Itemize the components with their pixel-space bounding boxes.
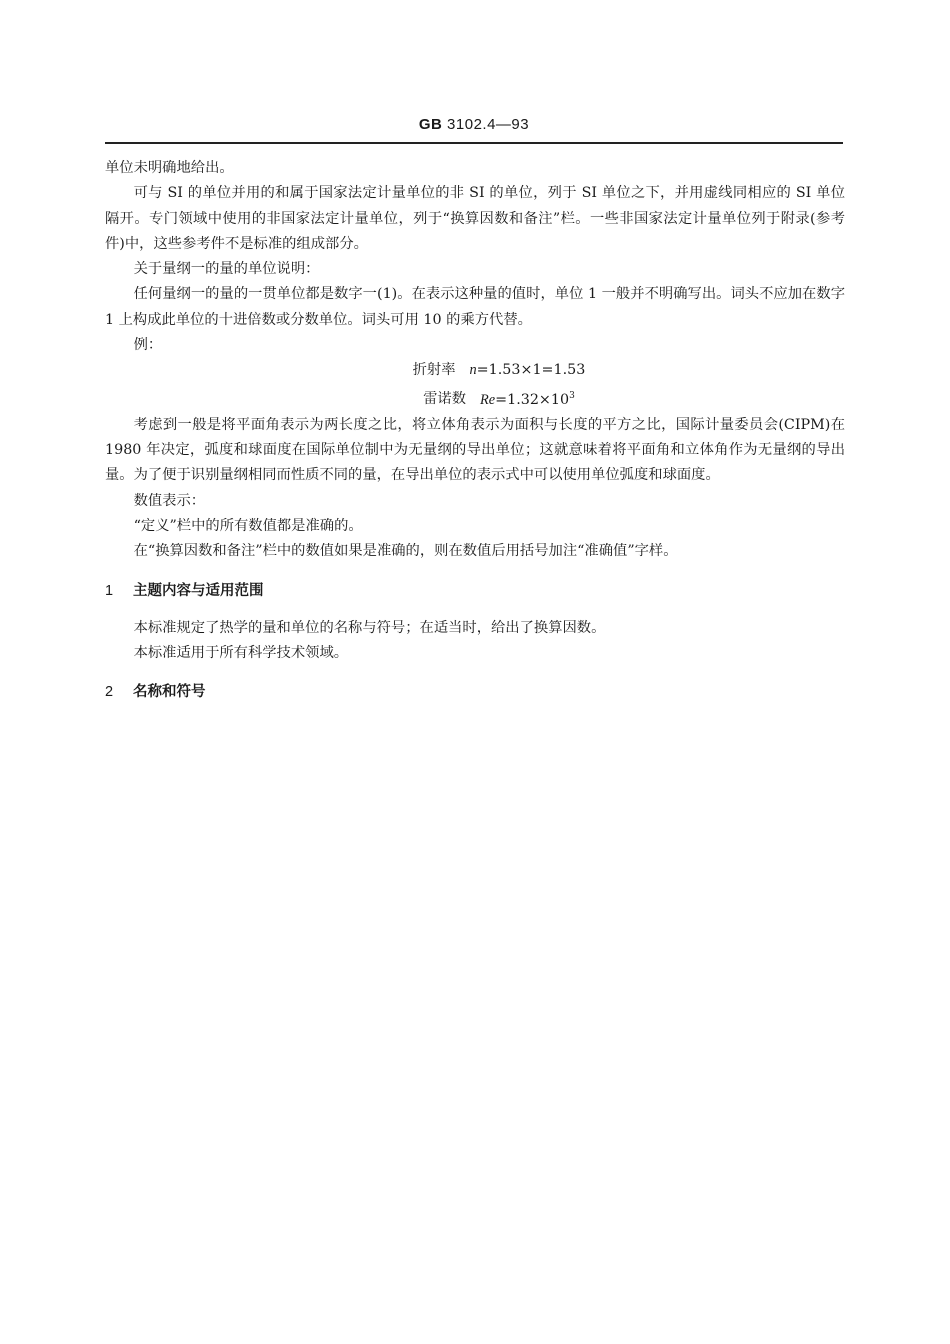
formula-reynolds-number [105, 384, 845, 413]
header-rule [105, 142, 843, 144]
dimensionless-title: 关于量纲一的量的单位说明： [133, 261, 320, 278]
paragraph-numeric-definition: “定义”栏中的所有数值都是准确的。 [133, 517, 363, 534]
section-heading-2 [105, 680, 845, 705]
formula-expression: =1.32×10 [495, 391, 570, 408]
example-label: 例： [133, 337, 163, 354]
numeric-title: 数值表示： [133, 492, 206, 509]
formula-refractive-index [105, 358, 845, 383]
section-title: 名称和符号 [133, 684, 206, 701]
section-1-paragraph: 本标准适用于所有科学技术领域。 [133, 645, 349, 662]
paragraph-non-si-units: 可与 SI 的单位并用的和属于国家法定计量单位的非 SI 的单位，列于 SI 单位之下，并用虚线同相应的 SI 单位隔开。专门领域中使用的非国家法定计量单位，列于“换算因数和备注”栏。一些非国家法定计量单位列于附录(参考件)中，这些参考件不是标准的组成部分。 [105, 185, 845, 252]
standard-number: 3102.4—93 [447, 116, 530, 133]
paragraph-continuation: 单位未明确地给出。 [105, 160, 234, 176]
page-header [105, 116, 843, 133]
section-heading-1 [105, 579, 845, 604]
standard-prefix: GB [418, 116, 443, 133]
section-number: 2 [105, 684, 114, 701]
paragraph-cipm: 考虑到一般是将平面角表示为两长度之比，将立体角表示为面积与长度的平方之比，国际计量委员会(CIPM)在 1980 年决定，弧度和球面度在国际单位制中为无量纲的导出单位；这就意味着将平面角和立体角作为无量纲的导出量。为了便于识别量纲相同而性质不同的量，在导出单位的表示式中可以使用单位弧度和球面度。 [105, 416, 845, 484]
formula-exponent: 3 [569, 390, 575, 401]
formula-variable: n [469, 362, 477, 379]
formula-expression: =1.53×1=1.53 [476, 362, 586, 379]
formula-label: 雷诺数 [423, 391, 467, 408]
formula-variable: Re [480, 391, 496, 408]
paragraph-dimensionless: 任何量纲一的量的一贯单位都是数字一(1)。在表示这种量的值时，单位 1 一般并不明确写出。词头不应加在数字 1 上构成此单位的十进倍数或分数单位。词头可用 10 的乘方代替。 [105, 286, 845, 328]
section-number: 1 [105, 582, 114, 599]
document-body [105, 156, 845, 706]
paragraph-numeric-conversion: 在“换算因数和备注”栏中的数值如果是准确的，则在数值后用括号加注“准确值”字样。 [133, 543, 678, 560]
formula-label: 折射率 [412, 362, 456, 379]
section-1-paragraph: 本标准规定了热学的量和单位的名称与符号；在适当时，给出了换算因数。 [133, 619, 606, 636]
section-title: 主题内容与适用范围 [133, 582, 264, 599]
